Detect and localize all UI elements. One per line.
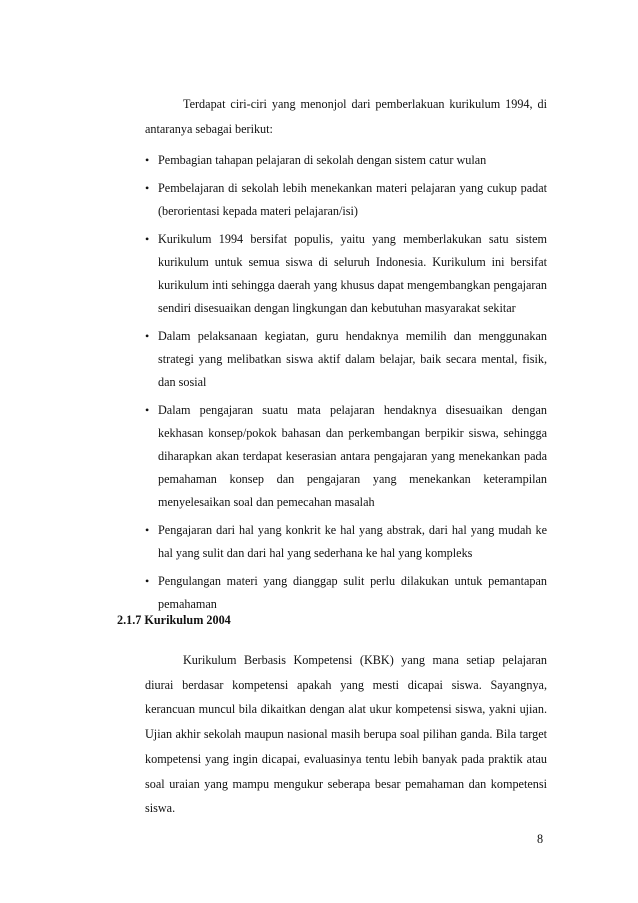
intro-text: Terdapat ciri-ciri yang menonjol dari pemberlakuan kurikulum 1994, di antaranya sebagai berikut: — [145, 97, 547, 136]
list-item — [145, 325, 547, 394]
bullet-icon: • — [145, 232, 150, 246]
list-item-text: Dalam pelaksanaan kegiatan, guru hendaknya memilih dan menggunakan strategi yang melibatkan siswa aktif dalam belajar, baik secara mental, fisik, dan sosial — [158, 329, 547, 389]
list-item-text: Kurikulum 1994 bersifat populis, yaitu yang memberlakukan satu sistem kurikulum untuk semua siswa di seluruh Indonesia. Kurikulum ini bersifat kurikulum inti sehingga daerah yang khusus dapat mengembangkan pengajaran sendiri disesuaikan dengan lingkungan dan kebutuhan masyarakat sekitar — [158, 232, 547, 315]
list-item — [145, 149, 547, 172]
list-item-text: Pengajaran dari hal yang konkrit ke hal yang abstrak, dari hal yang mudah ke hal yang sulit dan dari hal yang sederhana ke hal yang kompleks — [158, 523, 547, 560]
list-item — [145, 570, 547, 616]
list-item — [145, 519, 547, 565]
bullet-icon: • — [145, 329, 150, 343]
list-item — [145, 399, 547, 514]
section-paragraph-text: Kurikulum Berbasis Kompetensi (KBK) yang mana setiap pelajaran diurai berdasar kompetensi apakah yang mesti dicapai siswa. Sayangnya, kerancuan muncul bila dikaitkan dengan alat ukur kompetensi siswa, yakni ujian. Ujian akhir sekolah maupun nasional masih berupa soal pilihan ganda. Bila target kompetensi yang ingin dicapai, evaluasinya tentu lebih banyak pada praktik atau soal uraian yang mampu mengukur seberapa besar pemahaman dan kompetensi siswa. — [145, 653, 547, 816]
list-item-text: Pengulangan materi yang dianggap sulit perlu dilakukan untuk pemantapan pemahaman — [158, 574, 547, 611]
page-number: 8 — [537, 832, 544, 846]
list-item-text: Dalam pengajaran suatu mata pelajaran hendaknya disesuaikan dengan kekhasan konsep/pokok bahasan dan perkembangan berpikir siswa, sehingga diharapkan akan terdapat keserasian antara pengajaran yang menekankan pada pemahaman konsep dan pengajaran yang menekankan keterampilan menyelesaikan soal dan pemecahan masalah — [158, 403, 547, 509]
bullet-icon: • — [145, 181, 150, 195]
list-item-text: Pembagian tahapan pelajaran di sekolah dengan sistem catur wulan — [158, 153, 487, 167]
bullet-icon: • — [145, 574, 150, 588]
list-item — [145, 177, 547, 223]
section-heading: 2.1.7 Kurikulum 2004 — [117, 613, 231, 627]
list-item-text: Pembelajaran di sekolah lebih menekankan materi pelajaran yang cukup padat (berorientasi kepada materi pelajaran/isi) — [158, 181, 547, 218]
list-item — [145, 228, 547, 320]
bullet-icon: • — [145, 153, 150, 167]
section-paragraph — [145, 648, 547, 821]
intro-paragraph — [145, 92, 547, 142]
bullet-icon: • — [145, 403, 150, 417]
bullet-icon: • — [145, 523, 150, 537]
features-list — [145, 149, 547, 621]
